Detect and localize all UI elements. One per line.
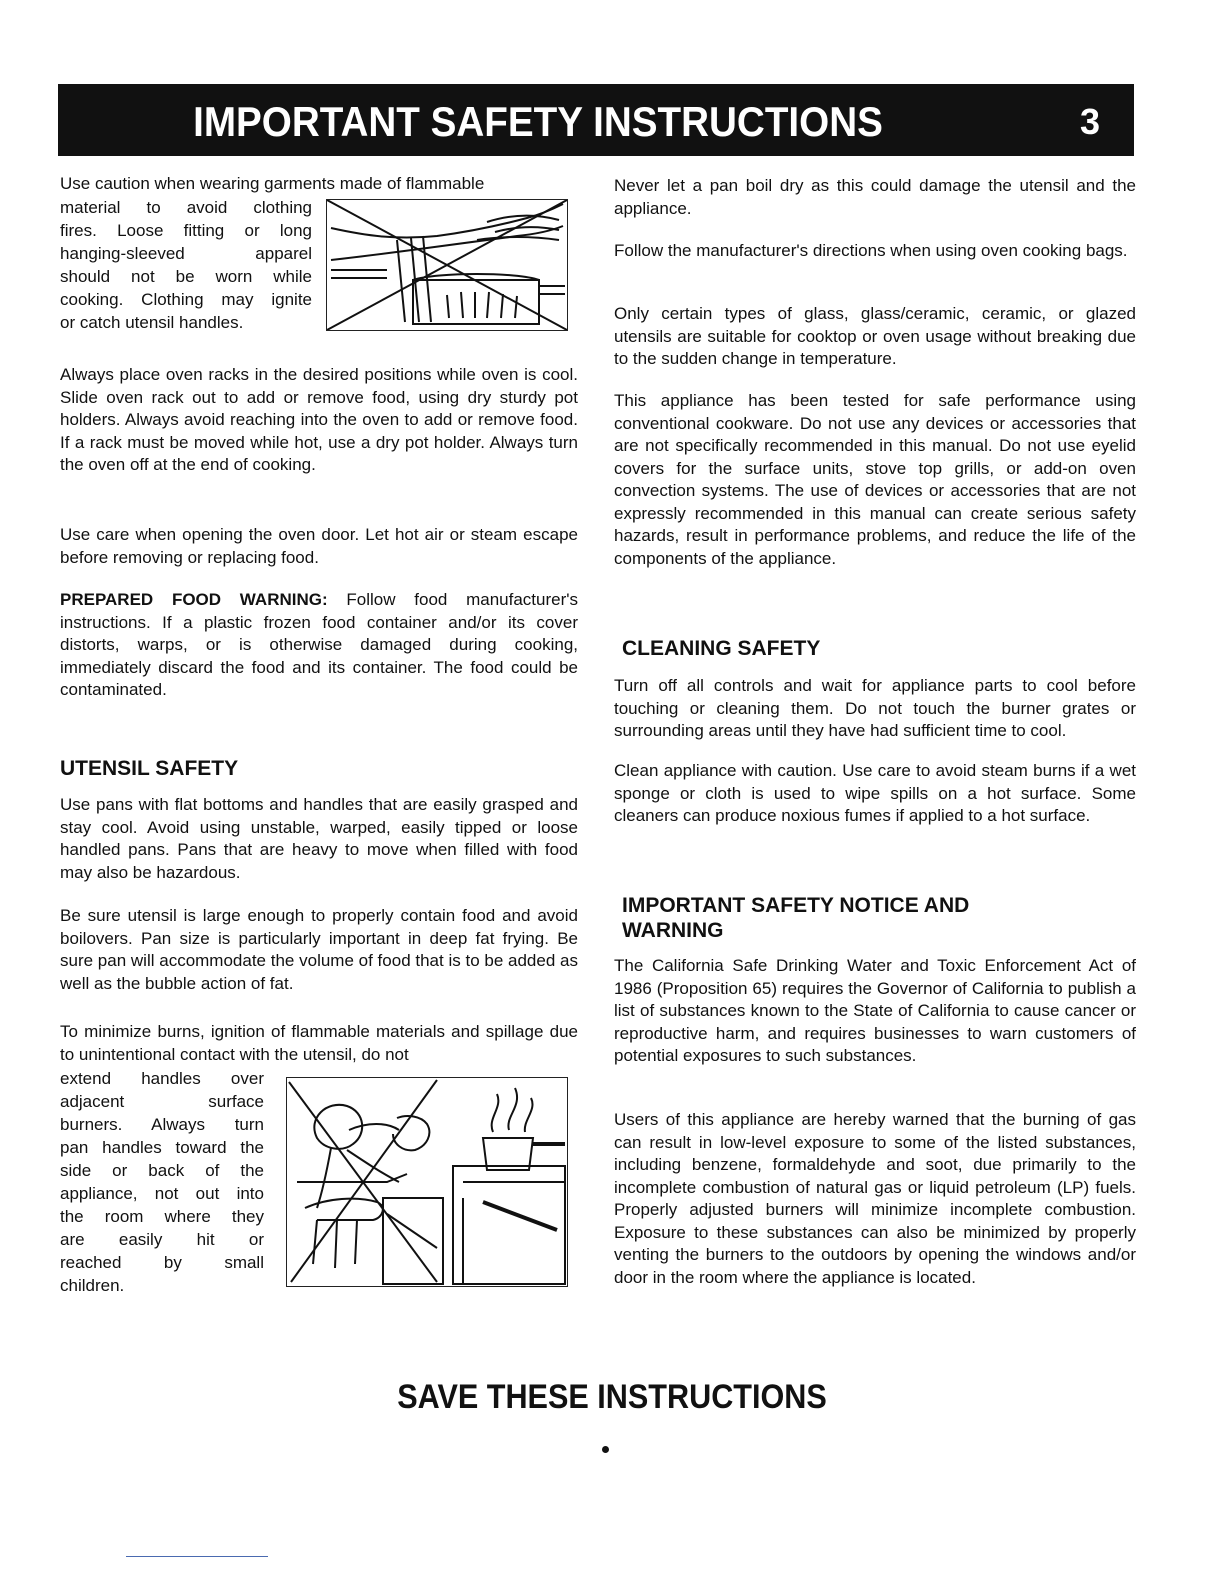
paragraph-text: Use pans with flat bottoms and handles that are easily grasped and stay cool. Avoid using unstable, warped, easily tipped or loose handled pans. Pans that are heavy to move when filled with food may also be hazardous. [60,795,578,882]
pan-handle-illustration-icon [287,1078,567,1286]
header-bar [58,84,1134,156]
wrap-line: material to avoid clothing [60,198,312,217]
wrap-line: reached by small [60,1253,264,1272]
save-instructions-title: SAVE THESE INSTRUCTIONS [397,1378,827,1416]
wrap-line: adjacent surface [60,1092,264,1111]
wrap-line: extend handles over [60,1069,264,1088]
right-p1 [614,175,1136,220]
paragraph-text: Use care when opening the oven door. Let hot air or steam escape before removing or replacing food. [60,525,578,567]
right-p2 [614,240,1136,263]
wrap-line: are easily hit or [60,1230,264,1249]
right-p7 [614,955,1136,1068]
utensil-safety-section [60,756,578,781]
left-p2 [60,364,578,477]
wrap-line: cooking. Clothing may ignite [60,290,312,309]
sleeve-warning-illustration [326,199,568,331]
right-p8 [614,1109,1136,1289]
right-p5 [614,675,1136,743]
paragraph-text: Use caution when wearing garments made of flammable [60,174,485,193]
wrap-line: pan handles toward the [60,1138,264,1157]
wrap-line: fires. Loose fitting or long [60,221,312,240]
wrap-line: burners. Always turn [60,1115,264,1134]
left-p7-wrap [60,1067,264,1297]
paragraph-text: This appliance has been tested for safe performance using conventional cookware. Do not use any devices or accessories that are not specifically recommended in this manual. Do not use eyelid covers for the surface units, stove top grills, or add-on oven convection systems. The use of devices or accessories that are not expressly recommended in this manual can create serious safety hazards, result in performance problems, and reduce the life of the components of the appliance. [614,391,1136,568]
left-p1-first-line [60,173,578,196]
paragraph-text: Users of this appliance are hereby warned that the burning of gas can result in low-level exposure to some of the listed substances, including benzene, formaldehyde and soot, due primarily to the incomplete combustion of natural gas or liquid petroleum (LP) fuels. Properly adjusted burners will minimize incomplete combustion. Exposure to these substances can also be minimized by properly venting the burners to the outdoors by opening the windows and/or door in the room where the appliance is located. [614,1110,1136,1287]
left-p5 [60,794,578,884]
bullet-dot [602,1446,609,1453]
left-p3 [60,524,578,569]
left-p6 [60,905,578,995]
left-p4 [60,589,578,702]
paragraph-text: Always place oven racks in the desired positions while oven is cool. Slide oven rack out to add or remove food, using dry sturdy pot holders. Always avoid reaching into the oven to add or remove food. If a rack must be moved while hot, use a dry pot holder. Always turn the oven off at the end of cooking. [60,365,578,474]
sleeve-illustration-icon [327,200,567,330]
left-p1-wrap [60,196,312,334]
paragraph-text: Follow the manufacturer's directions when using oven cooking bags. [614,241,1128,260]
wrap-line: hanging-sleeved apparel [60,244,312,263]
right-p6 [614,760,1136,828]
page-number: 3 [1079,101,1100,142]
page-title: IMPORTANT SAFETY INSTRUCTIONS [193,98,883,145]
wrap-line: children. [60,1276,125,1295]
paragraph-text: To minimize burns, ignition of flammable materials and spillage due to unintentional contact with the utensil, do not [60,1022,578,1064]
notice-section [622,893,1144,943]
paragraph-text: The California Safe Drinking Water and Toxic Enforcement Act of 1986 (Proposition 65) requires the Governor of California to publish a list of substances known to the State of California to cause cancer or reproductive harm, and requires businesses to warn customers of potential exposures to such substances. [614,956,1136,1065]
paragraph-text: Never let a pan boil dry as this could damage the utensil and the appliance. [614,176,1136,218]
notice-heading-line1: IMPORTANT SAFETY NOTICE AND [622,894,970,917]
bottom-rule [126,1556,268,1557]
paragraph-text: Clean appliance with caution. Use care to avoid steam burns if a wet sponge or cloth is used to wipe spills on a hot surface. Some cleaners can produce noxious fumes if applied to a hot surface. [614,761,1136,825]
paragraph-text: Be sure utensil is large enough to properly contain food and avoid boilovers. Pan size is particularly important in deep fat frying. Be sure pan will accommodate the volume of food that is to be added as well as the bubble action of fat. [60,906,578,993]
right-p3 [614,303,1136,371]
utensil-safety-heading: UTENSIL SAFETY [60,757,239,780]
notice-heading-line2: WARNING [622,919,724,942]
pan-handle-illustration [286,1077,568,1287]
right-p4 [614,390,1136,570]
prepared-food-label: PREPARED FOOD WARNING: [60,590,328,609]
cleaning-safety-heading: CLEANING SAFETY [622,637,821,660]
wrap-line: should not be worn while [60,267,312,286]
wrap-line: appliance, not out into [60,1184,264,1203]
paragraph-text [60,589,578,702]
paragraph-text: Only certain types of glass, glass/ceramic, ceramic, or glazed utensils are suitable for cooktop or oven usage without breaking due to the sudden change in temperature. [614,304,1136,368]
left-p7-full [60,1021,578,1066]
cleaning-safety-section [622,636,1144,661]
paragraph-text: Turn off all controls and wait for appliance parts to cool before touching or cleaning them. Do not touch the burner grates or surrounding areas until they have had sufficient time to cool. [614,676,1136,740]
wrap-line: the room where they [60,1207,264,1226]
prepared-food-text: Follow food manufacturer's instructions. If a plastic frozen food container and/or its cover distorts, warps, or is otherwise damaged during cooking, immediately discard the food and its container. The food could be contaminated. [60,590,578,699]
wrap-line: side or back of the [60,1161,264,1180]
wrap-line: or catch utensil handles. [60,313,244,332]
